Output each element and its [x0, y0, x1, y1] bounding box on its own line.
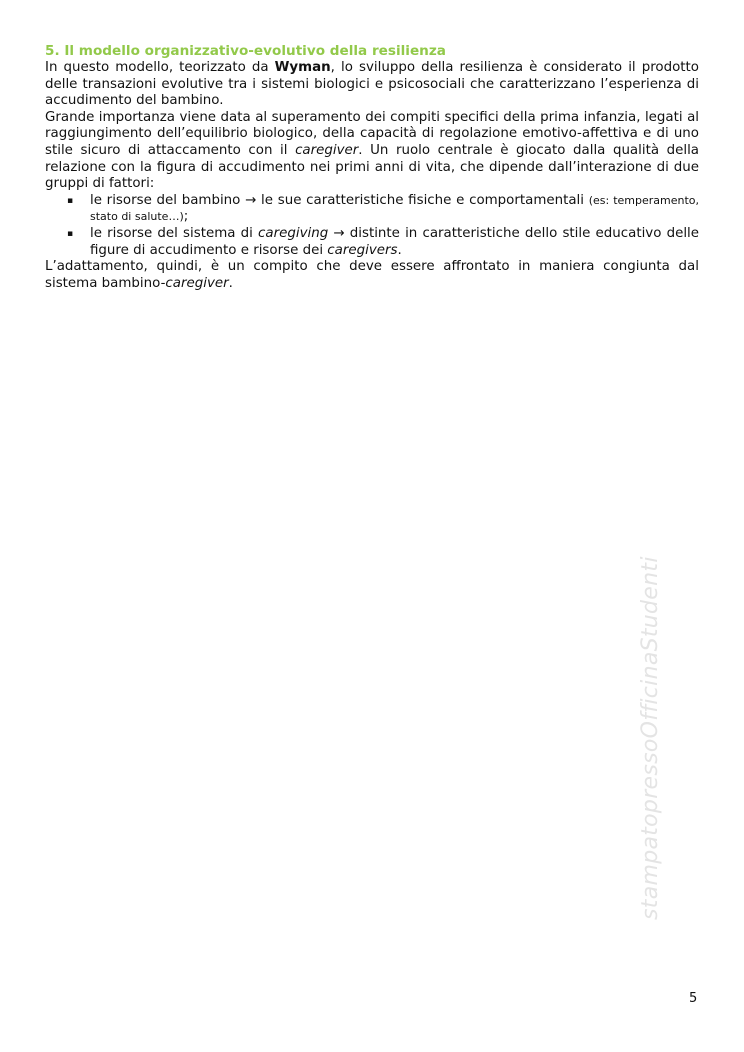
list-item: [45, 226, 699, 259]
bullet1-text: le risorse del bambino → le sue caratteristiche fisiche e comportamentali: [90, 192, 589, 208]
bullet1-note: (es: temperamento, stato di salute…): [90, 193, 700, 224]
factor-list: [45, 193, 699, 259]
page-number: 5: [689, 991, 698, 1006]
bullet2-end: .: [397, 242, 402, 258]
bullet-icon: ▪: [67, 228, 74, 239]
section-heading: 5. Il modello organizzativo-evolutivo della resilienza: [45, 43, 446, 59]
bullet1-end: ;: [183, 209, 189, 225]
bullet-icon: ▪: [67, 195, 74, 206]
bullet2-start: le risorse del sistema di: [90, 225, 259, 241]
paragraph-importance-start: Grande importanza viene data al superamento dei compiti specifici della prima infanzia, legati al raggiungimento dell’equilibrio biologico, della capacità di regolazione emotivo-affettiva e di uno stile sicuro di attaccamento con il: [45, 109, 699, 158]
list-item: [45, 193, 699, 226]
paragraph-importance: [45, 110, 699, 193]
caregiver-term: caregiver: [295, 142, 359, 158]
document-body: [45, 43, 699, 292]
paragraph-conclusion: [45, 259, 699, 292]
paragraph-conclusion-end: .: [228, 275, 233, 291]
caregivers-term: caregivers: [327, 242, 398, 258]
paragraph-intro: [45, 60, 699, 110]
print-watermark: stampatopressoOfficinaStudenti: [638, 556, 663, 920]
paragraph-conclusion-start: L’adattamento, quindi, è un compito che deve essere affrontato in maniera congiunta dal sistema bambino-: [45, 259, 699, 291]
paragraph-importance-end: . Un ruolo centrale è giocato dalla qualità della relazione con la figura di accudimento nei primi anni di vita, che dipende dall’interazione di due gruppi di fattori:: [45, 142, 699, 192]
caregiving-term: caregiving: [258, 225, 329, 241]
paragraph-intro-end: , lo sviluppo della resilienza è considerato il prodotto delle transazioni evolutive tra i sistemi biologici e psicosociali che caratterizzano l’esperienza di accudimento del bambino.: [45, 60, 699, 109]
bullet2-middle: → distinte in caratteristiche dello stile educativo delle figure di accudimento e risorse dei: [90, 225, 699, 258]
caregiver-term-final: caregiver: [165, 275, 229, 291]
author-name: Wyman: [274, 60, 331, 75]
paragraph-intro-start: In questo modello, teorizzato da: [45, 60, 275, 75]
